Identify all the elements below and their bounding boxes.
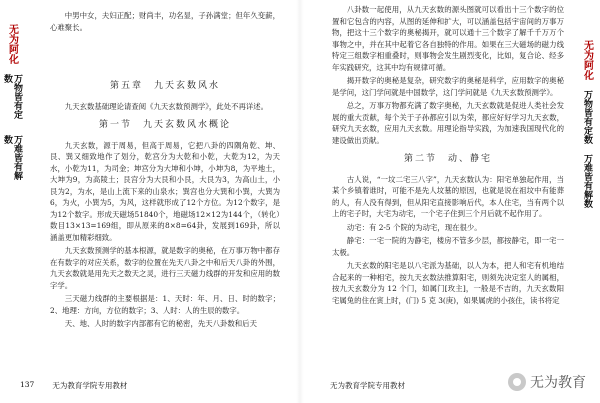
right-paragraph-3: 总之，万事万物都充满了数字奥秘，九天玄数就是促进人类社会发展的重大贡献，每个关于子孙都应引以为荣，都应好好学习九天玄数，研究九天玄数，应用九天玄数。用理论指导实践，为加速我国现代化的建设做出贡献。	[332, 101, 564, 145]
right-footer	[330, 380, 480, 391]
footer-caption-left: 无为教育学院专用教材	[52, 381, 128, 390]
left-paragraph-1: 九天玄数，源于周易，但高于周易，它把八卦的四隅角乾、坤、艮、巽又细致地作了划分，乾宫分为大乾和小乾，大乾为12，为天水，小乾为11，为司金；坤宫分为大坤和小坤，小坤为8，为平地土，大坤为9，为高陵土；艮宫分为大艮和小艮，大艮为3，为高山土，小艮为2，为水，是山上流下来的山泉水；巽宫也分大巽和小巽，大巽为6，为火，小巽为5，为风，这样就形成了12个方位。为12个数字，是为12个数字。形成天磁场51840个，地磁场12×12为144个，（转化）数目13×13=169组，即从原来的8×8=64卦，发展到169卦，所以涵盖更加精彩细致。	[50, 140, 280, 242]
intro-paragraph: 中男中女，夫妇正配；财尚丰，功名显，子孙满堂；但年久变薪，心难聚长。	[50, 11, 280, 32]
right-paragraph-7: 九天玄数的阳宅是以八宅派为基础，以人为本，把人和宅有机地结合起来的一种相宅，按九天玄数法推算阳宅，则须先决定室人的属相，按九天玄数分为 12 个门，如属门[玫主]，一般是不吉的，九天玄数阳宅属兔的住在寅上时，(门) 5 克 3(庚)，如果属虎的小孩住，读书将定	[332, 261, 564, 305]
chapter-title: 第五章 九天玄数风水	[109, 81, 220, 91]
right-page	[300, 0, 600, 403]
right-side-tab	[577, 40, 597, 270]
chapter-paragraph: 九天玄数基础理论请查阅《九天玄数预测学》，此处不再详述。	[64, 101, 269, 111]
brand-text: 无为阿化	[6, 24, 18, 64]
watermark	[508, 372, 586, 392]
footer-caption-right: 无为教育学院专用教材	[330, 381, 405, 390]
watermark-logo-icon	[508, 373, 526, 391]
left-paragraph-3: 三天磁力线群的主要根据是：1、天时：年、月、日、时的数字；2、地理：方向，方位的数字；3、人时：人的生辰的数字。	[50, 294, 280, 315]
section-title: 第一节 九天玄数风水概论	[98, 120, 231, 130]
right-paragraph-4: 古人说，“一坟二宅三八字”，九天玄数认为：阳宅单独起作用，当某个乡镇着谁时，可能不是先人坟墓的原因，也就是说在祖坟中有能葬的人，有人没有得到，但从阳宅直接影响后代，本人住宅，当有两个以上的宅子时，大宅为动宅，一个宅子住到三个月后就不起作用了。	[332, 174, 564, 218]
left-paragraph-2: 九天玄数预测学的基本根源，就是数字的奥秘，在万事万物中都存在有数字的对应关系，数字的位置在先天八卦之中和后天八卦的外围，九天玄数就是用先天之数天之灵，进行三天磁力线群的开发和应用的数字学。	[50, 246, 280, 290]
vertical-motto-1: 万物皆有定数	[2, 74, 22, 119]
right-paragraph-5: 动宅：有 2-5 个院的为动宅，现在很少。	[346, 222, 482, 232]
brand-text-right: 无为阿化	[581, 40, 593, 80]
left-footer	[20, 380, 280, 391]
left-side-tab	[2, 24, 22, 196]
brand-vertical-right	[582, 40, 593, 80]
vertical-motto-right-2: 万难皆有解数	[582, 154, 592, 208]
brand-vertical-left	[7, 24, 18, 64]
right-paragraph-1: 八卦数一起使用，从九天玄数的源头图就可以看出十三个数字的位置和它包含的内容，从图的延伸和扩大，可以涵盖包括宇宙间的万事万物，把这十三个数字的奥秘揭开，就可以通十三个数字了解千千万万个事物之中，并在其中起着它各自独特的作用。如果在三大磁场的磁力线特定三组数字相重叠时，则事物会发生剧烈变化，比如，复合论、经多年实践研究，这其中均有规律可循。	[332, 5, 564, 72]
left-paragraph-4: 天、地、人时的数字内部都有它的秘密，先天八卦数和后天	[64, 319, 257, 328]
right-section-title: 第二节 动、静宅	[403, 154, 492, 164]
vertical-motto-right-1: 万物皆有定数	[582, 90, 592, 144]
right-body	[332, 4, 564, 308]
vertical-motto-2: 万难皆有解数	[2, 135, 22, 180]
right-paragraph-2: 揭开数字的奥秘是复杂，研究数字的奥秘是科学，应用数字的奥秘是学问，这门学问就是中国数学，这门学问就是《九天玄数预测学》。	[332, 76, 564, 97]
right-paragraph-6: 静宅：一宅一院的为静宅，楼房不管多少层，都按静宅，即一宅一太极。	[332, 236, 564, 257]
watermark-text: 无为教育	[530, 375, 586, 391]
page-number: 137	[20, 380, 35, 389]
left-body	[50, 10, 280, 332]
